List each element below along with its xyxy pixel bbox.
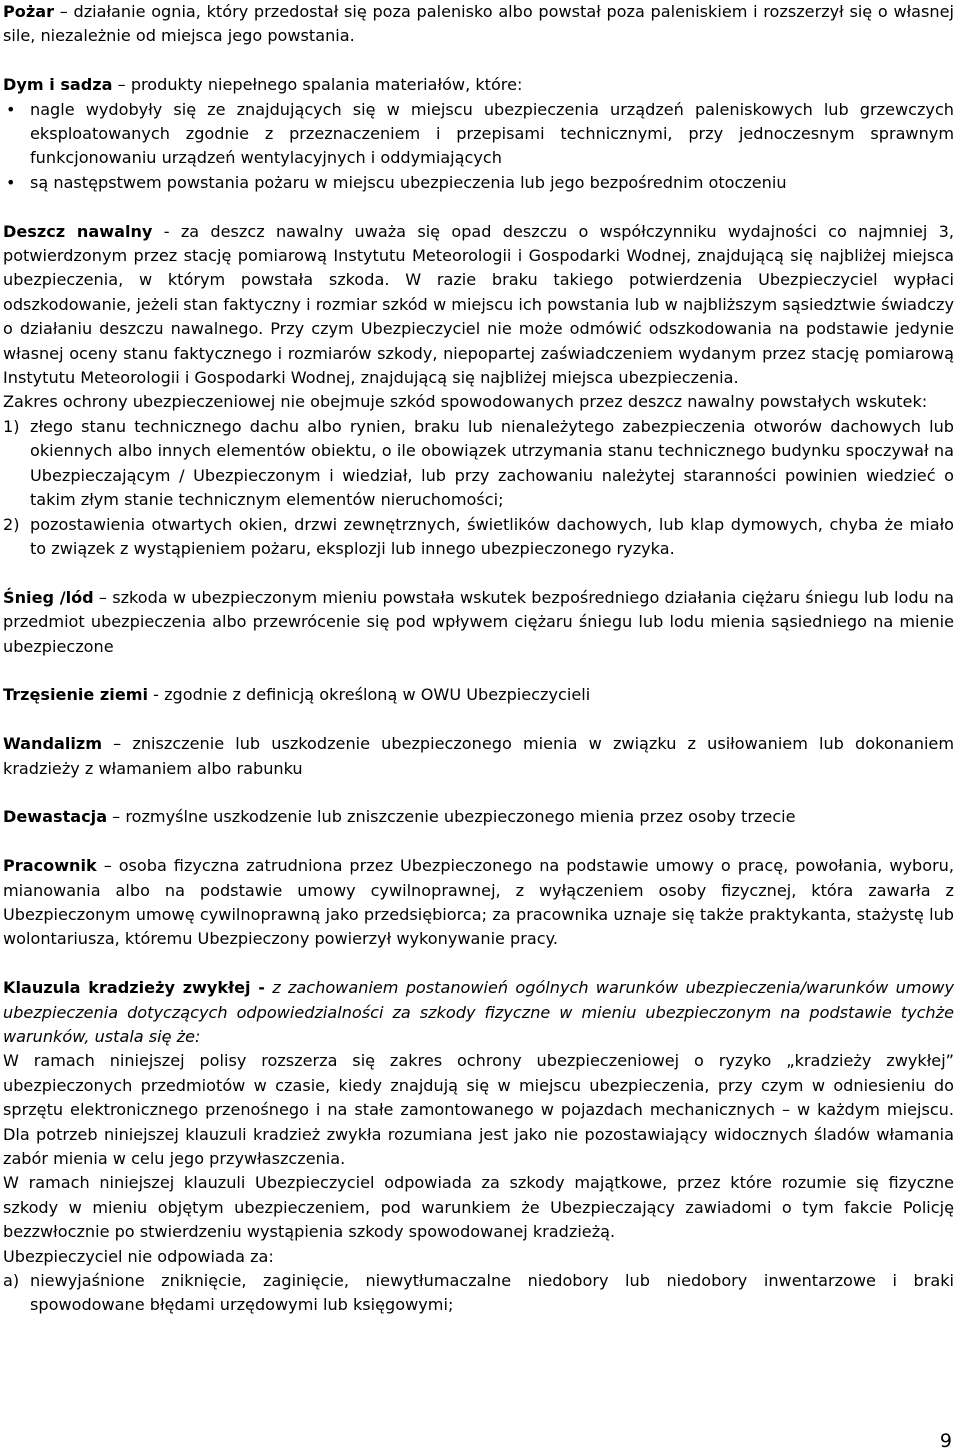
definition-trzesienie: Trzęsienie ziemi - zgodnie z definicją określoną w OWU Ubezpieczycieli [3, 685, 591, 705]
term-snieg: Śnieg /lód [3, 587, 94, 607]
definition-dewastacja: Dewastacja – rozmyślne uszkodzenie lub zniszczenie ubezpieczonego mienia przez osoby trzecie [3, 807, 796, 827]
bullet-icon: • [6, 172, 16, 192]
bullet-list [3, 98, 954, 196]
term-pracownik: Pracownik [3, 856, 97, 876]
numbered-list [3, 415, 954, 561]
term-pozar: Pożar [3, 2, 55, 21]
definition-pozar: Pożar – działanie ognia, który przedostał się poza palenisko albo powstał poza paleniskiem i rozszerzył się o własnej sile, niezależnie od miejsca jego powstania. [3, 2, 954, 46]
list-item: • są następstwem powstania pożaru w miejscu ubezpieczenia lub jego bezpośrednim otoczeniu [3, 171, 954, 195]
definition-snieg: Śnieg /lód – szkoda w ubezpieczonym mieniu powstała wskutek bezpośredniego działania ciężaru śniegu lub lodu na przedmiot ubezpieczenia albo przewrócenie się pod wpływem ciężaru śniegu lub lodu mienia sąsiedniego na mienie ubezpieczone [3, 587, 955, 656]
definition-dym-text: produkty niepełnego spalania materiałów, które: [130, 75, 523, 95]
definition-pozar-text: działanie ognia, który przedostał się poza palenisko albo powstał poza paleniskiem i rozszerzył się o własnej sile, niezależnie od miejsca jego powstania. [3, 2, 954, 46]
term-wandalizm: Wandalizm [3, 734, 103, 754]
klauzula-section [3, 976, 954, 1318]
term-trzesienie: Trzęsienie ziemi [3, 685, 149, 705]
term-dewastacja: Dewastacja [3, 807, 108, 827]
definition-wandalizm: Wandalizm – zniszczenie lub uszkodzenie ubezpieczonego mienia w związku z usiłowaniem lub dokonaniem kradzieży z włamaniem albo rabunku [3, 734, 954, 778]
klauzula-paragraph: Ubezpieczyciel nie odpowiada za: [3, 1246, 274, 1266]
deszcz-zakres: Zakres ochrony ubezpieczeniowej nie obejmuje szkód spowodowanych przez deszcz nawalny powstałych wskutek: [3, 392, 928, 412]
list-item: 1) złego stanu technicznego dachu albo rynien, braku lub nienależytego zabezpieczenia otworów dachowych lub okiennych albo innych elementów obiektu, o ile obowiązek utrzymania stanu technicznego budynku spoczywał na Ubezpieczającym / Ubezpieczonym i wiedział, lub przy zachowaniu należytej staranności powinien wiedzieć o takim złym stanie technicznym elementów nieruchomości; [3, 416, 954, 510]
list-item: a) niewyjaśnione zniknięcie, zaginięcie, niewytłumaczalne niedobory lub niedobory inwentarzowe i braki spowodowane błędami urzędowymi lub księgowymi; [3, 1271, 954, 1315]
klauzula-paragraph: W ramach niniejszej klauzuli Ubezpieczyciel odpowiada za szkody majątkowe, przez które rozumie się fizyczne szkody w mieniu objętym ubezpieczeniem, pod warunkiem że Ubezpieczający zawiadomi o tym fakcie Policję bezzwłocznie po stwierdzeniu wystąpienia szkody spowodowanej kradzieżą. [3, 1173, 954, 1242]
bullet-icon: • [6, 99, 16, 119]
definition-pracownik: Pracownik – osoba fizyczna zatrudniona przez Ubezpieczonego na podstawie umowy o pracę, powołania, wyboru, mianowania albo na podstawie umowy cywilnoprawnej, z wyłączeniem osoby fizycznej, która zawarła z Ubezpieczonym umowę cywilnoprawną jako przedsiębiorca; za pracownika uznaje się także praktykanta, stażystę lub wolontariusza, któremu Ubezpieczony powierzył wykonywanie pracy. [3, 856, 955, 949]
definition-deszcz: Deszcz nawalny - za deszcz nawalny uważa się opad deszczu o współczynniku wydajności co najmniej 3, potwierdzonym przez stację pomiarową Instytutu Meteorologii i Gospodarki Wodnej, znajdującą się najbliżej miejsca ubezpieczenia, w którym powstała szkoda. W razie braku takiego potwierdzenia Ubezpieczyciel wypłaci odszkodowanie, jeżeli stan faktyczny i rozmiar szkód w miejscu ich powstania lub w najbliższym sąsiedztwie świadczy o działaniu deszczu nawalnego. Przy czym Ubezpieczyciel nie może odmówić odszkodowania na podstawie jedynie własnej oceny stanu faktycznego i rozmiarów szkody, niepopartej zaświadczeniem wydanym przez stację pomiarową Instytutu Meteorologii i Gospodarki Wodnej, znajdującą się najbliżej miejsca ubezpieczenia. Zakres ochrony ubezpieczeniowej nie obejmuje szkód spowodowanych przez deszcz nawalny powstałych wskutek: 1) złego stanu technicznego dachu albo rynien, braku lub nienależytego zabezpieczenia otworów dachowych lub okiennych albo innych elementów obiektu, o ile obowiązek utrzymania stanu technicznego budynku spoczywał na Ubezpieczającym / Ubezpieczonym i wiedział, lub przy zachowaniu należytej staranności powinien wiedzieć o takim złym stanie technicznym elementów nieruchomości; 2) pozostawienia otwartych okien, drzwi zewnętrznych, świetlików dachowych, lub klap dymowych, chyba że miało to związek z wystąpieniem pożaru, eksplozji lub innego ubezpieczonego ryzyka. [3, 220, 954, 562]
page-number: 9 [939, 1430, 952, 1452]
document-page [3, 0, 954, 1318]
term-klauzula: Klauzula kradzieży zwykłej - [3, 978, 265, 998]
klauzula-intro: z zachowaniem postanowień ogólnych warunków ubezpieczenia/warunków umowy ubezpieczenia dotyczących odpowiedzialności za szkody fizyczne w mieniu ubezpieczonym na podstawie tychże warunków, ustala się że: [3, 978, 954, 1046]
lettered-list [3, 1269, 954, 1318]
list-item: • nagle wydobyły się ze znajdujących się w miejscu ubezpieczenia urządzeń paleniskowych lub grzewczych eksploatowanych zgodnie z przeznaczeniem i przepisami technicznymi, przy jednoczesnym sprawnym funkcjonowaniu urządzeń wentylacyjnych i oddymiających [6, 99, 954, 168]
term-deszcz: Deszcz nawalny [3, 221, 153, 241]
definition-deszcz-text: za deszcz nawalny uważa się opad deszczu o współczynniku wydajności co najmniej 3, potwierdzonym przez stację pomiarową Instytutu Meteorologii i Gospodarki Wodnej, znajdującą się najbliżej miejsca ubezpieczenia, w którym powstała szkoda. W razie braku takiego potwierdzenia Ubezpieczyciel wypłaci odszkodowanie, jeżeli stan faktyczny i rozmiar szkód w miejscu ich powstania lub w najbliższym sąsiedztwie świadczy o działaniu deszczu nawalnego. Przy czym Ubezpieczyciel nie może odmówić odszkodowania na podstawie jedynie własnej oceny stanu faktycznego i rozmiarów szkody, niepopartej zaświadczeniem wydanym przez stację pomiarową Instytutu Meteorologii i Gospodarki Wodnej, znajdującą się najbliżej miejsca ubezpieczenia. [3, 221, 954, 388]
klauzula-paragraph: W ramach niniejszej polisy rozszerza się zakres ochrony ubezpieczeniowej o ryzyko „kradzieży zwykłej” ubezpieczonych przedmiotów w czasie, kiedy znajdują się w miejscu ubezpieczenia, przy czym w odniesieniu do sprzętu elektronicznego przenośnego i na stałe zamontowanego w pojazdach mechanicznych – w każdym miejscu. Dla potrzeb niniejszej klauzuli kradzież zwykła rozumiana jest jako nie pozostawiający widocznych śladów włamania zabór mienia w celu jego przywłaszczenia. [3, 1051, 954, 1168]
definition-dym: Dym i sadza – produkty niepełnego spalania materiałów, które: • nagle wydobyły się ze znajdujących się w miejscu ubezpieczenia urządzeń paleniskowych lub grzewczych eksploatowanych zgodnie z przeznaczeniem i przepisami technicznymi, przy jednoczesnym sprawnym funkcjonowaniu urządzeń wentylacyjnych i oddymiających • są następstwem powstania pożaru w miejscu ubezpieczenia lub jego bezpośrednim otoczeniu [3, 73, 954, 195]
term-dym: Dym i sadza [3, 75, 113, 95]
list-item: 2) pozostawienia otwartych okien, drzwi zewnętrznych, świetlików dachowych, lub klap dymowych, chyba że miało to związek z wystąpieniem pożaru, eksplozji lub innego ubezpieczonego ryzyka. [3, 514, 954, 558]
